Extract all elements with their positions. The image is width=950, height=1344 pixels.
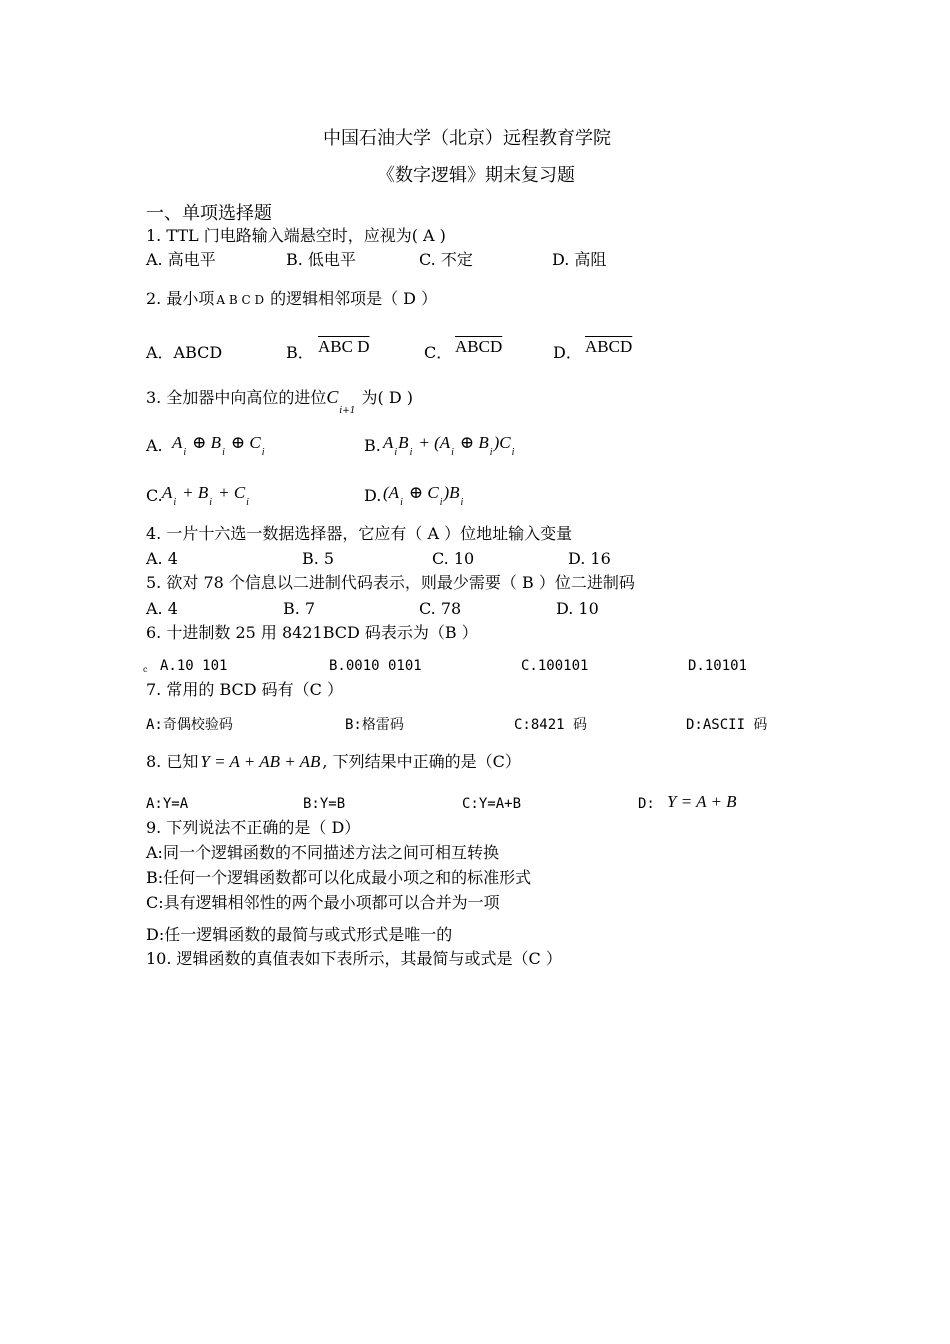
q2-option-b-expr [318,337,369,357]
q3-stem-post: 为( D ) [361,388,414,407]
q1-option-a: A. 高电平 [146,250,216,269]
course-title: 《数字逻辑》期末复习题 [377,165,575,186]
q5-option-d: D. 10 [556,599,599,618]
q8-option-d-label: D: [638,796,655,812]
q3-option-c-expr: $A_i+ B_i+ C_i$ [162,483,249,508]
q7-option-d: D:ASCII 码 [686,717,768,733]
q8-equation: Y = A + AB + AB [200,752,321,771]
q2-stem-pre: 2. 最小项 [146,289,215,308]
q3-option-c-label: C. [146,486,163,505]
q2-stem [146,291,437,307]
q3-option-a-expr: $A_i\oplus$ $B_i\oplus$ $C_i$ [172,433,265,458]
q3-stem-pre: 3. 全加器中向高位的进位 [146,388,327,407]
q2-option-c-expr [455,337,502,357]
q4-option-d: D. 16 [568,549,611,568]
q2-b-expr-text: ABC D [318,337,370,356]
q3-carry-sub: i+1 [339,406,356,416]
q9-option-a: A:同一个逻辑函数的不同描述方法之间可相互转换 [146,843,499,862]
q6-option-b: B.0010 0101 [329,658,422,674]
q3-option-b-expr: $A_iB_i+$ ($A_i\oplus$ $B_i)C_i$ [383,433,515,458]
q7-option-a: A:奇偶校验码 [146,717,233,733]
q1-option-d: D. 高阻 [552,250,607,269]
q9-option-c: C:具有逻辑相邻性的两个最小项都可以合并为一项 [146,893,500,912]
q8-option-b: B:Y=B [303,796,346,812]
q4-option-b: B. 5 [302,549,335,568]
q4-stem: 4. 一片十六选一数据选择器，它应有（ A ）位地址输入变量 [146,524,573,543]
q1-option-c: C. 不定 [419,250,473,269]
q6-option-c: C.100101 [521,658,589,674]
q3-option-d-expr: ($A_i\oplus$ $C_i)B_i$ [383,483,464,508]
q1-stem: 1. TTL 门电路输入端悬空时，应视为( A ) [146,226,446,245]
section-heading: 一、单项选择题 [146,203,272,224]
q4-option-c: C. 10 [432,549,475,568]
q8-option-a: A:Y=A [146,796,189,812]
q9-stem: 9. 下列说法不正确的是（ D） [146,818,361,837]
q10-stem: 10. 逻辑函数的真值表如下表所示，其最简与或式是（C ） [146,949,562,968]
q7-option-c: C:8421 码 [514,717,588,733]
q2-option-d-expr [585,337,632,357]
q8-stem-pre: 8. 已知 [146,752,199,771]
q2-option-d-label: D． [553,343,582,362]
q8-stem-post: , 下列结果中正确的是（C） [322,752,521,771]
q3-option-d-label: D. [364,486,382,505]
q5-option-b: B. 7 [283,599,316,618]
q2-c-expr-text: ABCD [455,337,503,356]
q2-stem-post: 的逻辑相邻项是（ D ） [270,289,438,308]
q5-stem: 5. 欲对 78 个信息以二进制代码表示，则最少需要（ B ）位二进制码 [146,573,635,592]
q3-option-b-label: B. [364,436,381,455]
q6-stem: 6. 十进制数 25 用 8421BCD 码表示为（B ） [146,623,478,642]
q8-option-c: C:Y=A+B [462,796,522,812]
q5-option-c: C. 78 [419,599,462,618]
q2-minterm: A B C D [216,293,265,307]
q2-option-c-label: C． [424,343,453,362]
q1-option-b: B. 低电平 [286,250,356,269]
q7-option-b: B:格雷码 [345,717,404,733]
q6-mark: c [143,665,148,674]
q9-option-b: B:任何一个逻辑函数都可以化成最小项之和的标准形式 [146,868,532,887]
q8-option-d-expr: Y = A + B [667,792,737,811]
q3-stem [146,387,414,416]
q2-option-b-label: B． [286,343,314,362]
q6-option-a: A.10 101 [160,658,228,674]
q9-option-d: D:任一逻辑函数的最简与或式形式是唯一的 [146,925,453,944]
q5-option-a: A. 4 [146,599,178,618]
q7-stem: 7. 常用的 BCD 码有（C ） [146,680,343,699]
q3-option-a-label: A. [146,436,163,455]
q4-option-a: A. 4 [146,549,178,568]
q2-d-expr-text: ABCD [585,337,633,356]
q6-option-d: D.10101 [688,658,748,674]
q8-stem [146,753,521,770]
q3-carry: C [326,387,339,407]
q2-option-a: A．ABCD [146,343,223,362]
institution-title: 中国石油大学（北京）远程教育学院 [323,128,611,149]
